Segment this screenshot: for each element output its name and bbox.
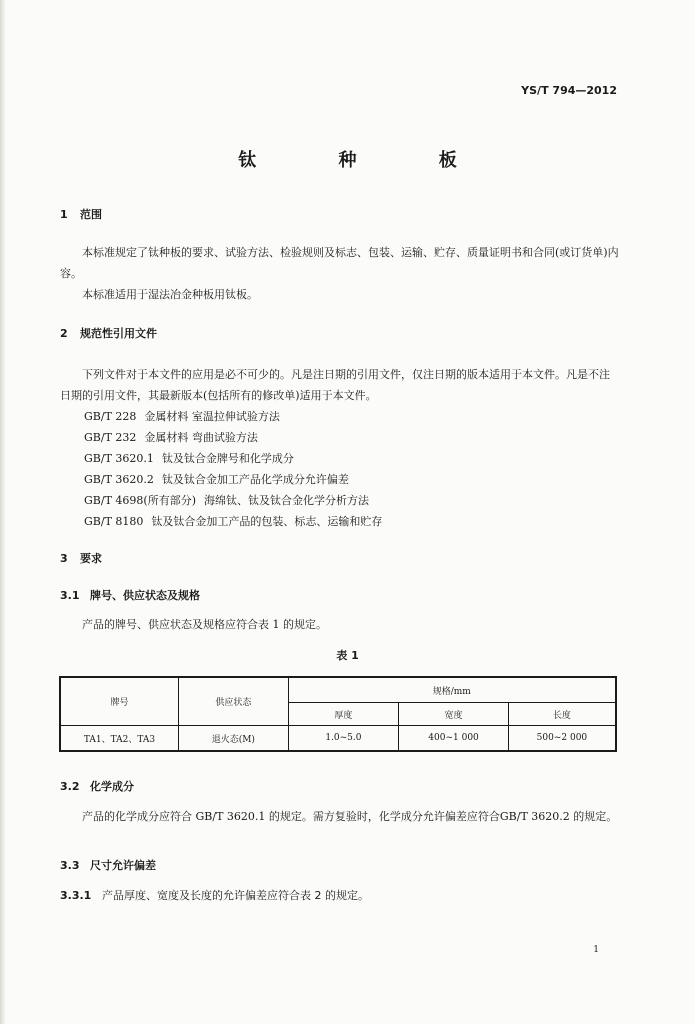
section-3-2-heading [60, 778, 134, 794]
reference-code: GB/T 228 [84, 410, 137, 423]
section-number: 1 [60, 208, 68, 221]
cell-width: 400~1 000 [399, 726, 509, 752]
section-title: 尺寸允许偏差 [90, 859, 156, 872]
reference-code: GB/T 3620.1 [84, 452, 154, 465]
section-number: 3 [60, 552, 68, 565]
cell-grade: TA1、TA2、TA3 [60, 726, 179, 752]
section-1-paragraph-1 [60, 242, 620, 284]
section-3-3-1-clause [60, 887, 369, 903]
reference-title: 钛及钛合金加工产品的包装、标志、运输和贮存 [151, 515, 383, 528]
reference-title: 钛及钛合金加工产品化学成分允许偏差 [161, 473, 349, 486]
section-3-1-heading [60, 587, 200, 603]
reference-title: 海绵钛、钛及钛合金化学分析方法 [204, 494, 369, 507]
section-number: 3.2 [60, 780, 80, 793]
reference-title: 金属材料 室温拉伸试验方法 [144, 410, 280, 423]
document-title: 钛 种 板 [238, 150, 495, 171]
cell-supply-state: 退火态(M) [179, 726, 289, 752]
section-1-heading [60, 206, 102, 222]
reference-title: 钛及钛合金牌号和化学成分 [161, 452, 294, 465]
section-title: 规范性引用文件 [80, 327, 157, 340]
table-header-row [60, 677, 616, 703]
standard-number: YS/T 794—2012 [521, 84, 617, 97]
section-3-3-heading [60, 857, 156, 873]
header-spec: 规格/mm [288, 677, 616, 703]
reference-code: GB/T 3620.2 [84, 473, 154, 486]
cell-thickness: 1.0~5.0 [288, 726, 399, 752]
reference-item [84, 450, 294, 466]
section-2-heading [60, 325, 157, 341]
section-title: 牌号、供应状态及规格 [90, 589, 200, 602]
table-row [60, 726, 616, 752]
reference-title: 金属材料 弯曲试验方法 [144, 431, 258, 444]
reference-code: GB/T 4698(所有部分) [84, 494, 196, 507]
section-3-heading [60, 550, 102, 566]
reference-item [84, 429, 258, 445]
paragraph-text: 产品的化学成分应符合 GB/T 3620.1 的规定。需方复验时，化学成分允许偏差应符合GB/T 3620.2 的规定。 [82, 810, 618, 823]
paragraph-text: 本标准适用于湿法冶金种板用钛板。 [82, 288, 258, 301]
reference-code: GB/T 8180 [84, 515, 144, 528]
section-title: 范围 [80, 208, 102, 221]
header-width: 宽度 [399, 703, 509, 726]
section-1-paragraph-2 [60, 284, 620, 305]
header-supply-state: 供应状态 [179, 677, 289, 726]
paragraph-text: 下列文件对于本文件的应用是必不可少的。凡是注日期的引用文件，仅注日期的版本适用于本文件。凡是不注日期的引用文件，其最新版本(包括所有的修改单)适用于本文件。 [60, 368, 610, 402]
reference-item [84, 471, 349, 487]
reference-code: GB/T 232 [84, 431, 137, 444]
clause-text: 产品厚度、宽度及长度的允许偏差应符合表 2 的规定。 [102, 889, 369, 902]
section-number: 2 [60, 327, 68, 340]
section-3-1-paragraph [60, 614, 620, 635]
cell-length: 500~2 000 [508, 726, 616, 752]
paragraph-text: 产品的牌号、供应状态及规格应符合表 1 的规定。 [82, 618, 327, 631]
reference-item [84, 513, 382, 529]
section-number: 3.3.1 [60, 889, 92, 902]
section-title: 要求 [80, 552, 102, 565]
section-3-2-paragraph [60, 806, 620, 827]
reference-item [84, 408, 280, 424]
header-thickness: 厚度 [288, 703, 399, 726]
section-title: 化学成分 [90, 780, 134, 793]
section-number: 3.1 [60, 589, 80, 602]
header-grade: 牌号 [60, 677, 179, 726]
page-number: 1 [593, 945, 599, 955]
reference-item [84, 492, 369, 508]
paragraph-text: 本标准规定了钛种板的要求、试验方法、检验规则及标志、包装、运输、贮存、质量证明书和合同(或订货单)内容。 [60, 246, 619, 280]
section-number: 3.3 [60, 859, 80, 872]
table-1 [59, 676, 617, 752]
table-1-caption: 表 1 [336, 649, 359, 662]
header-length: 长度 [508, 703, 616, 726]
section-2-paragraph-1 [60, 364, 620, 406]
